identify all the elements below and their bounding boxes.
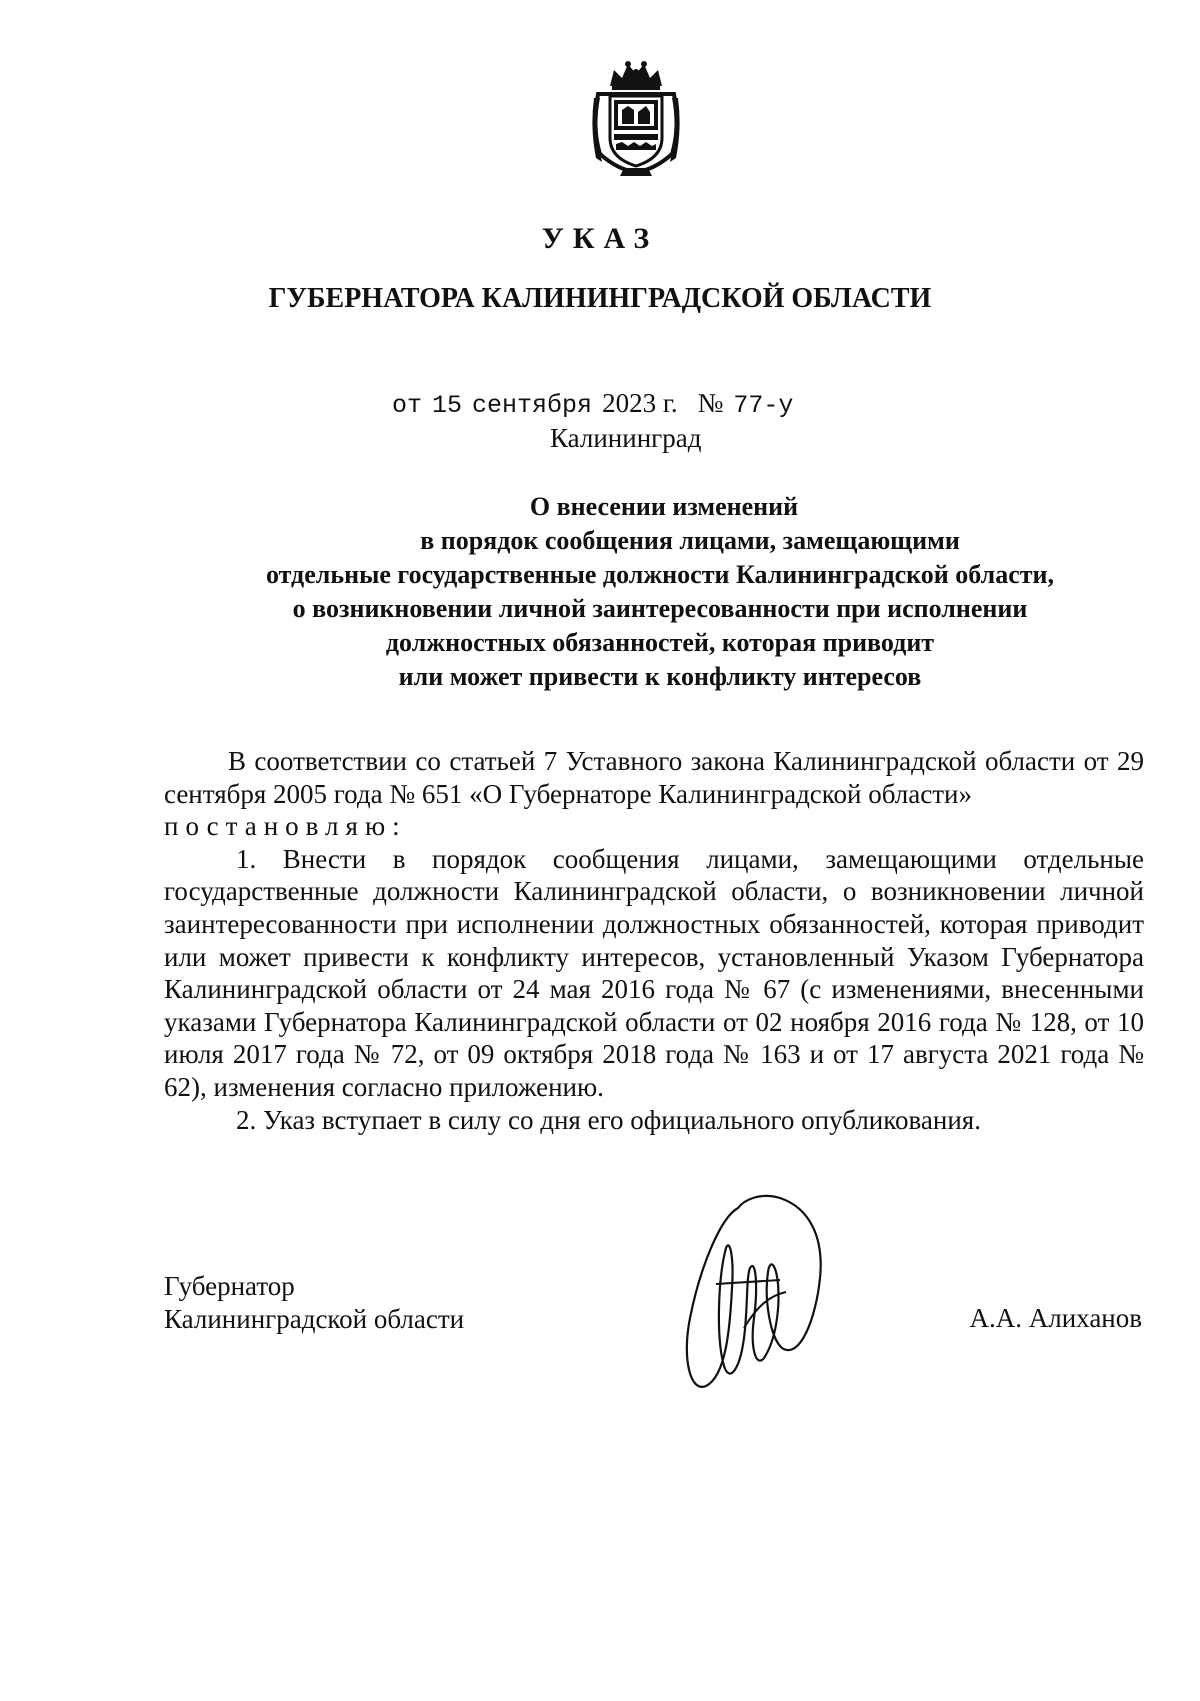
date-year-suffix: г. [662, 388, 678, 418]
preamble-paragraph [164, 745, 1144, 843]
subject-line: или может привести к конфликту интересов [398, 662, 922, 691]
handwritten-signature [660, 1188, 830, 1408]
coat-of-arms-icon [588, 58, 684, 178]
preamble-text: В соответствии со статьей 7 Уставного закона Калининградской области от 29 сентября 2005 года № 651 «О Губернаторе Калининградской области» [164, 746, 1144, 809]
document-number: 77-у [733, 391, 794, 420]
subject-line: отдельные государственные должности Калининградской области, [265, 560, 1055, 589]
subject-line: о возникновении личной заинтересованности при исполнении [292, 594, 1028, 623]
date-year: 2023 [602, 388, 657, 418]
issuer-title: ГУБЕРНАТОРА КАЛИНИНГРАДСКОЙ ОБЛАСТИ [268, 283, 932, 314]
signatory-position [164, 1270, 464, 1336]
item-2-paragraph: 2. Указ вступает в силу со дня его официального опубликования. [236, 1104, 981, 1135]
resolve-word: постановляю: [164, 811, 407, 842]
subject-line: должностных обязанностей, которая приводит [385, 628, 935, 657]
date-number-line [392, 388, 793, 420]
item-1-paragraph: 1. Внести в порядок сообщения лицами, замещающими отдельные государственные должности Калининградской области, о возникновении личной заинтересованности при исполнении должностных обязанностей, которая приводит или может привести к конфликту интересов, установленный Указом Губернатора Калининградской области от 24 мая 2016 года № 67 (с изменениями, внесенными указами Губернатора Калининградской области от 02 ноября 2016 года № 128, от 10 июля 2017 года № 72, от 09 октября 2018 года № 163 и от 17 августа 2021 года № 62), изменения согласно приложению. [164, 843, 1144, 1102]
subject-line: в порядок сообщения лицами, замещающими [420, 526, 960, 555]
document-type-title: УКАЗ [541, 222, 659, 255]
position-line: Губернатор [164, 1271, 295, 1301]
document-subject [180, 490, 1140, 694]
number-sign: № [697, 388, 724, 418]
document-body [164, 745, 1144, 1136]
date-day: 15 [432, 391, 463, 420]
date-month: сентября [472, 391, 593, 420]
signatory-name: А.А. Алиханов [969, 1303, 1142, 1333]
position-line: Калининградской области [164, 1304, 465, 1334]
subject-line: О внесении изменений [529, 492, 799, 521]
city: Калининград [550, 423, 702, 453]
date-prefix: от [392, 391, 423, 420]
